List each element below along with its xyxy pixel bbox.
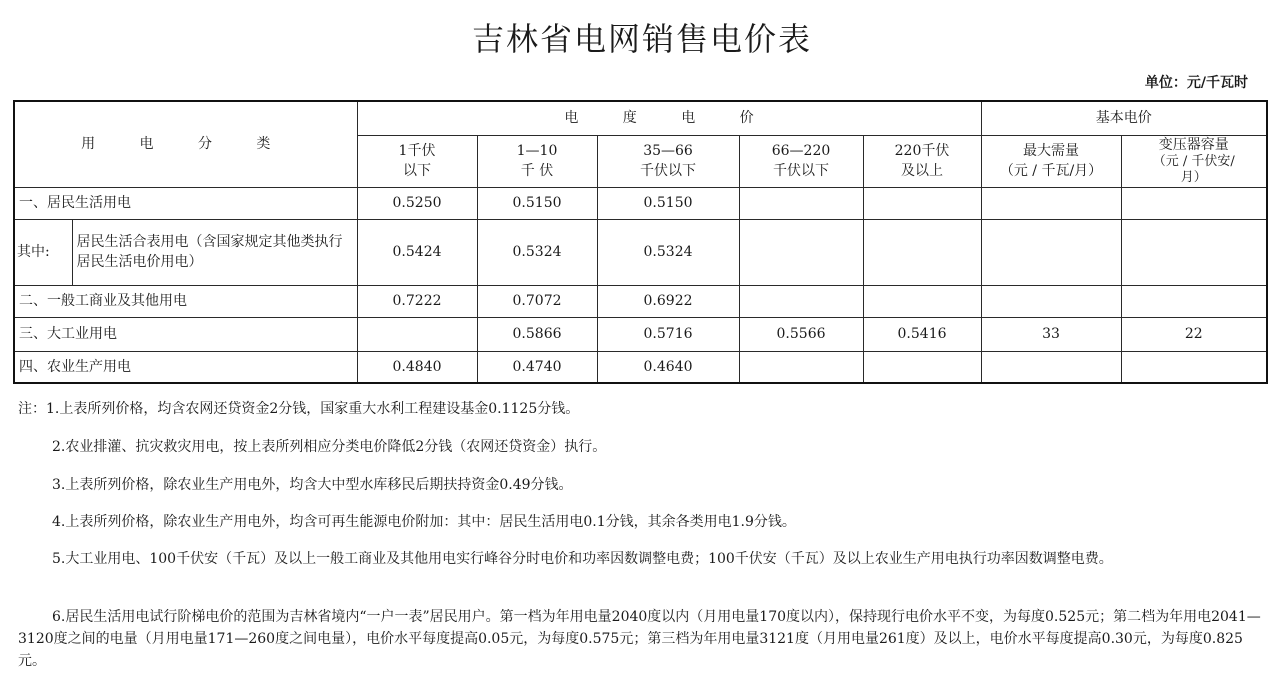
note-1: 注：1.上表所列价格，均含农网还贷资金2分钱，国家重大水利工程建设基金0.1125分钱。	[18, 401, 580, 417]
cell-value: 0.5424	[357, 219, 477, 285]
cell-value: 0.5566	[739, 317, 863, 351]
header-col-35-66kv: 35—66 千伏以下	[597, 135, 739, 187]
note-3: 3.上表所列价格，除农业生产用电外，均含大中型水库移民后期扶持资金0.49分钱。	[52, 477, 573, 493]
unit-label: 单位：元/千瓦时	[1144, 75, 1248, 91]
row-label: 一、居民生活用电	[14, 187, 357, 219]
row-label: 居民生活合表用电（含国家规定其他类执行居民生活电价用电）	[72, 219, 357, 285]
note-4: 4.上表所列价格，除农业生产用电外，均含可再生能源电价附加：其中：居民生活用电0.1分钱，其余各类用电1.9分钱。	[52, 514, 796, 530]
row-label: 四、农业生产用电	[14, 351, 357, 383]
row-prefix: 其中:	[14, 219, 72, 285]
table-row-commercial	[14, 285, 1267, 317]
cell-value	[981, 351, 1121, 383]
table-row-agriculture	[14, 351, 1267, 383]
cell-value: 0.5716	[597, 317, 739, 351]
cell-value	[1121, 351, 1267, 383]
row-label: 三、大工业用电	[14, 317, 357, 351]
table-row-industrial	[14, 317, 1267, 351]
cell-value: 0.5150	[477, 187, 597, 219]
cell-value: 0.5866	[477, 317, 597, 351]
note-6: 6.居民生活用电试行阶梯电价的范围为吉林省境内“一户一表”居民用户。第一档为年用电量2040度以内（月用电量170度以内），保持现行电价水平不变，为每度0.525元；第二档为年用电2041—3120度之间的电量（月用电量171—260度之间电量），电价水平每度提高0.05元，为每度0.575元；第三档为年用电量3121度（月用电量261度）及以上，电价水平每度提高0.30元，为每度0.825元。	[18, 609, 1261, 669]
page-title: 吉林省电网销售电价表	[471, 20, 812, 58]
cell-value: 0.5250	[357, 187, 477, 219]
cell-value	[1121, 285, 1267, 317]
header-basic-price: 基本电价	[981, 101, 1267, 135]
header-col-220kv: 220千伏 及以上	[863, 135, 981, 187]
cell-value	[863, 351, 981, 383]
cell-value	[739, 219, 863, 285]
cell-value: 22	[1121, 317, 1267, 351]
cell-value	[863, 219, 981, 285]
cell-value	[739, 187, 863, 219]
cell-value	[1121, 187, 1267, 219]
note-5: 5.大工业用电、100千伏安（千瓦）及以上一般工商业及其他用电实行峰谷分时电价和功率因数调整电费；100千伏安（千瓦）及以上农业生产用电执行功率因数调整电费。	[52, 551, 1113, 567]
cell-value	[863, 285, 981, 317]
cell-value: 0.5150	[597, 187, 739, 219]
cell-value	[981, 219, 1121, 285]
cell-value: 0.5416	[863, 317, 981, 351]
cell-value: 0.4740	[477, 351, 597, 383]
cell-value	[1121, 219, 1267, 285]
header-col-1kv: 1千伏 以下	[357, 135, 477, 187]
cell-value: 0.7222	[357, 285, 477, 317]
header-transformer: 变压器容量 （元 / 千伏安/ 月）	[1121, 135, 1267, 187]
cell-value: 0.4640	[597, 351, 739, 383]
cell-value: 0.7072	[477, 285, 597, 317]
cell-value: 33	[981, 317, 1121, 351]
cell-value	[739, 285, 863, 317]
cell-value	[981, 187, 1121, 219]
cell-value	[357, 317, 477, 351]
cell-value: 0.5324	[477, 219, 597, 285]
header-max-demand: 最大需量 （元 / 千瓦/月）	[981, 135, 1121, 187]
header-energy-price: 电 度 电 价	[357, 101, 981, 135]
cell-value	[739, 351, 863, 383]
cell-value	[981, 285, 1121, 317]
table-row-of-which	[14, 219, 1267, 285]
cell-value	[863, 187, 981, 219]
header-col-1-10kv: 1—10 千 伏	[477, 135, 597, 187]
cell-value: 0.4840	[357, 351, 477, 383]
table-row-residential	[14, 187, 1267, 219]
header-col-66-220kv: 66—220 千伏以下	[739, 135, 863, 187]
row-label: 二、一般工商业及其他用电	[14, 285, 357, 317]
tariff-table	[13, 100, 1268, 384]
note-2: 2.农业排灌、抗灾救灾用电，按上表所列相应分类电价降低2分钱（农网还贷资金）执行。	[52, 439, 607, 455]
cell-value: 0.6922	[597, 285, 739, 317]
header-category: 用 电 分 类	[14, 101, 357, 187]
cell-value: 0.5324	[597, 219, 739, 285]
